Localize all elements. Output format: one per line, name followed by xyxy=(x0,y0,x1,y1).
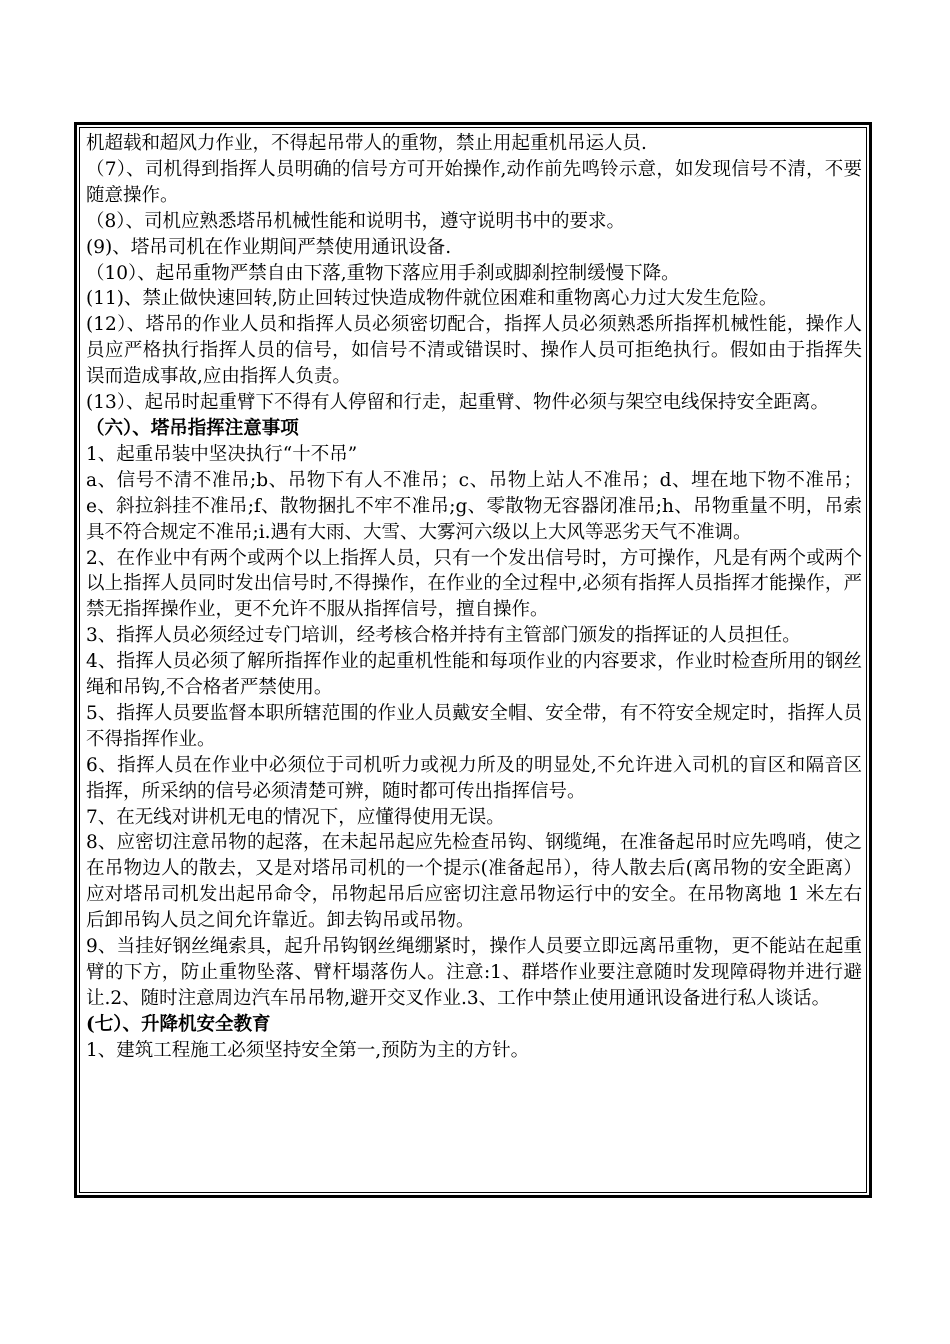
body-paragraph: 5、指挥人员要监督本职所辖范围的作业人员戴安全帽、安全带，有不符安全规定时，指挥人员不得指挥作业。 xyxy=(86,702,862,750)
body-paragraph: 6、指挥人员在作业中必须位于司机听力或视力所及的明显处,不允许进入司机的盲区和隔音区指挥，所采纳的信号必须清楚可辨，随时都可传出指挥信号。 xyxy=(86,754,862,802)
body-paragraph: a、信号不清不准吊;b、吊物下有人不准吊；c、吊物上站人不准吊；d、埋在地下物不准吊；e、斜拉斜挂不准吊;f、散物捆扎不牢不准吊;g、零散物无容器闭准吊;h、吊物重量不明，吊索具不符合规定不准吊;i.遇有大雨、大雪、大雾河六级以上大风等恶劣天气不准调。 xyxy=(86,469,862,543)
body-paragraph: (9)、塔吊司机在作业期间严禁使用通讯设备. xyxy=(86,236,452,258)
body-paragraph: (13）、起吊时起重臂下不得有人停留和行走，起重臂、物件必须与架空电线保持安全距离。 xyxy=(86,392,830,414)
body-paragraph: 1、建筑工程施工必须坚持安全第一,预防为主的方针。 xyxy=(86,1039,530,1061)
body-paragraph: 7、在无线对讲机无电的情况下，应懂得使用无误。 xyxy=(86,806,505,828)
body-paragraph: 9、当挂好钢丝绳索具，起升吊钩钢丝绳绷紧时，操作人员要立即远离吊重物，更不能站在起重臂的下方，防止重物坠落、臂杆塌落伤人。注意:1、群塔作业要注意随时发现障碍物并进行避让.2、随时注意周边汽车吊吊物,避开交叉作业.3、工作中禁止使用通讯设备进行私人谈话。 xyxy=(86,936,862,1009)
document-frame xyxy=(74,122,872,1198)
body-paragraph: 机超载和超风力作业，不得起吊带人的重物，禁止用起重机吊运人员. xyxy=(86,133,647,154)
body-paragraph: 1、起重吊装中坚决执行“十不吊” xyxy=(86,443,358,465)
body-paragraph: (11)、禁止做快速回转,防止回转过快造成物件就位困难和重物离心力过大发生危险。 xyxy=(86,288,778,310)
section-heading: (七）、升降机安全教育 xyxy=(86,1013,271,1035)
body-paragraph: 4、指挥人员必须了解所指挥作业的起重机性能和每项作业的内容要求，作业时检查所用的钢丝绳和吊钩,不合格者严禁使用。 xyxy=(86,651,862,699)
body-paragraph: 8、应密切注意吊物的起落，在未起吊起应先检查吊钩、钢缆绳，在准备起吊时应先鸣哨，使之在吊物边人的散去，又是对塔吊司机的一个提示(准备起吊），待人散去后(离吊物的安全距离）应对塔吊司机发出起吊命令，吊物起吊后应密切注意吊物运行中的安全。在吊物离地 1 米左右后卸吊钩人员之间允许靠近。卸去钩吊或吊物。 xyxy=(86,832,862,932)
body-paragraph: （10）、起吊重物严禁自由下落,重物下落应用手刹或脚刹控制缓慢下降。 xyxy=(86,262,680,284)
body-paragraph: （7）、司机得到指挥人员明确的信号方可开始操作,动作前先鸣铃示意，如发现信号不清，不要随意操作。 xyxy=(86,158,862,206)
body-paragraph: (12）、塔吊的作业人员和指挥人员必须密切配合，指挥人员必须熟悉所指挥机械性能，操作人员应严格执行指挥人员的信号，如信号不清或错误时、操作人员可拒绝执行。假如由于指挥失误而造成事故,应由指挥人负责。 xyxy=(86,314,862,388)
section-heading: （六）、塔吊指挥注意事项 xyxy=(86,417,299,439)
body-paragraph: 3、指挥人员必须经过专门培训，经考核合格并持有主管部门颁发的指挥证的人员担任。 xyxy=(86,625,801,647)
document-body xyxy=(79,127,867,1193)
body-paragraph: （8）、司机应熟悉塔吊机械性能和说明书，遵守说明书中的要求。 xyxy=(86,210,626,232)
body-paragraph: 2、在作业中有两个或两个以上指挥人员，只有一个发出信号时，方可操作，凡是有两个或两个以上指挥人员同时发出信号时,不得操作，在作业的全过程中,必须有指挥人员指挥才能操作，严禁无指挥操作业，更不允许不服从指挥信号，擅自操作。 xyxy=(86,547,862,621)
